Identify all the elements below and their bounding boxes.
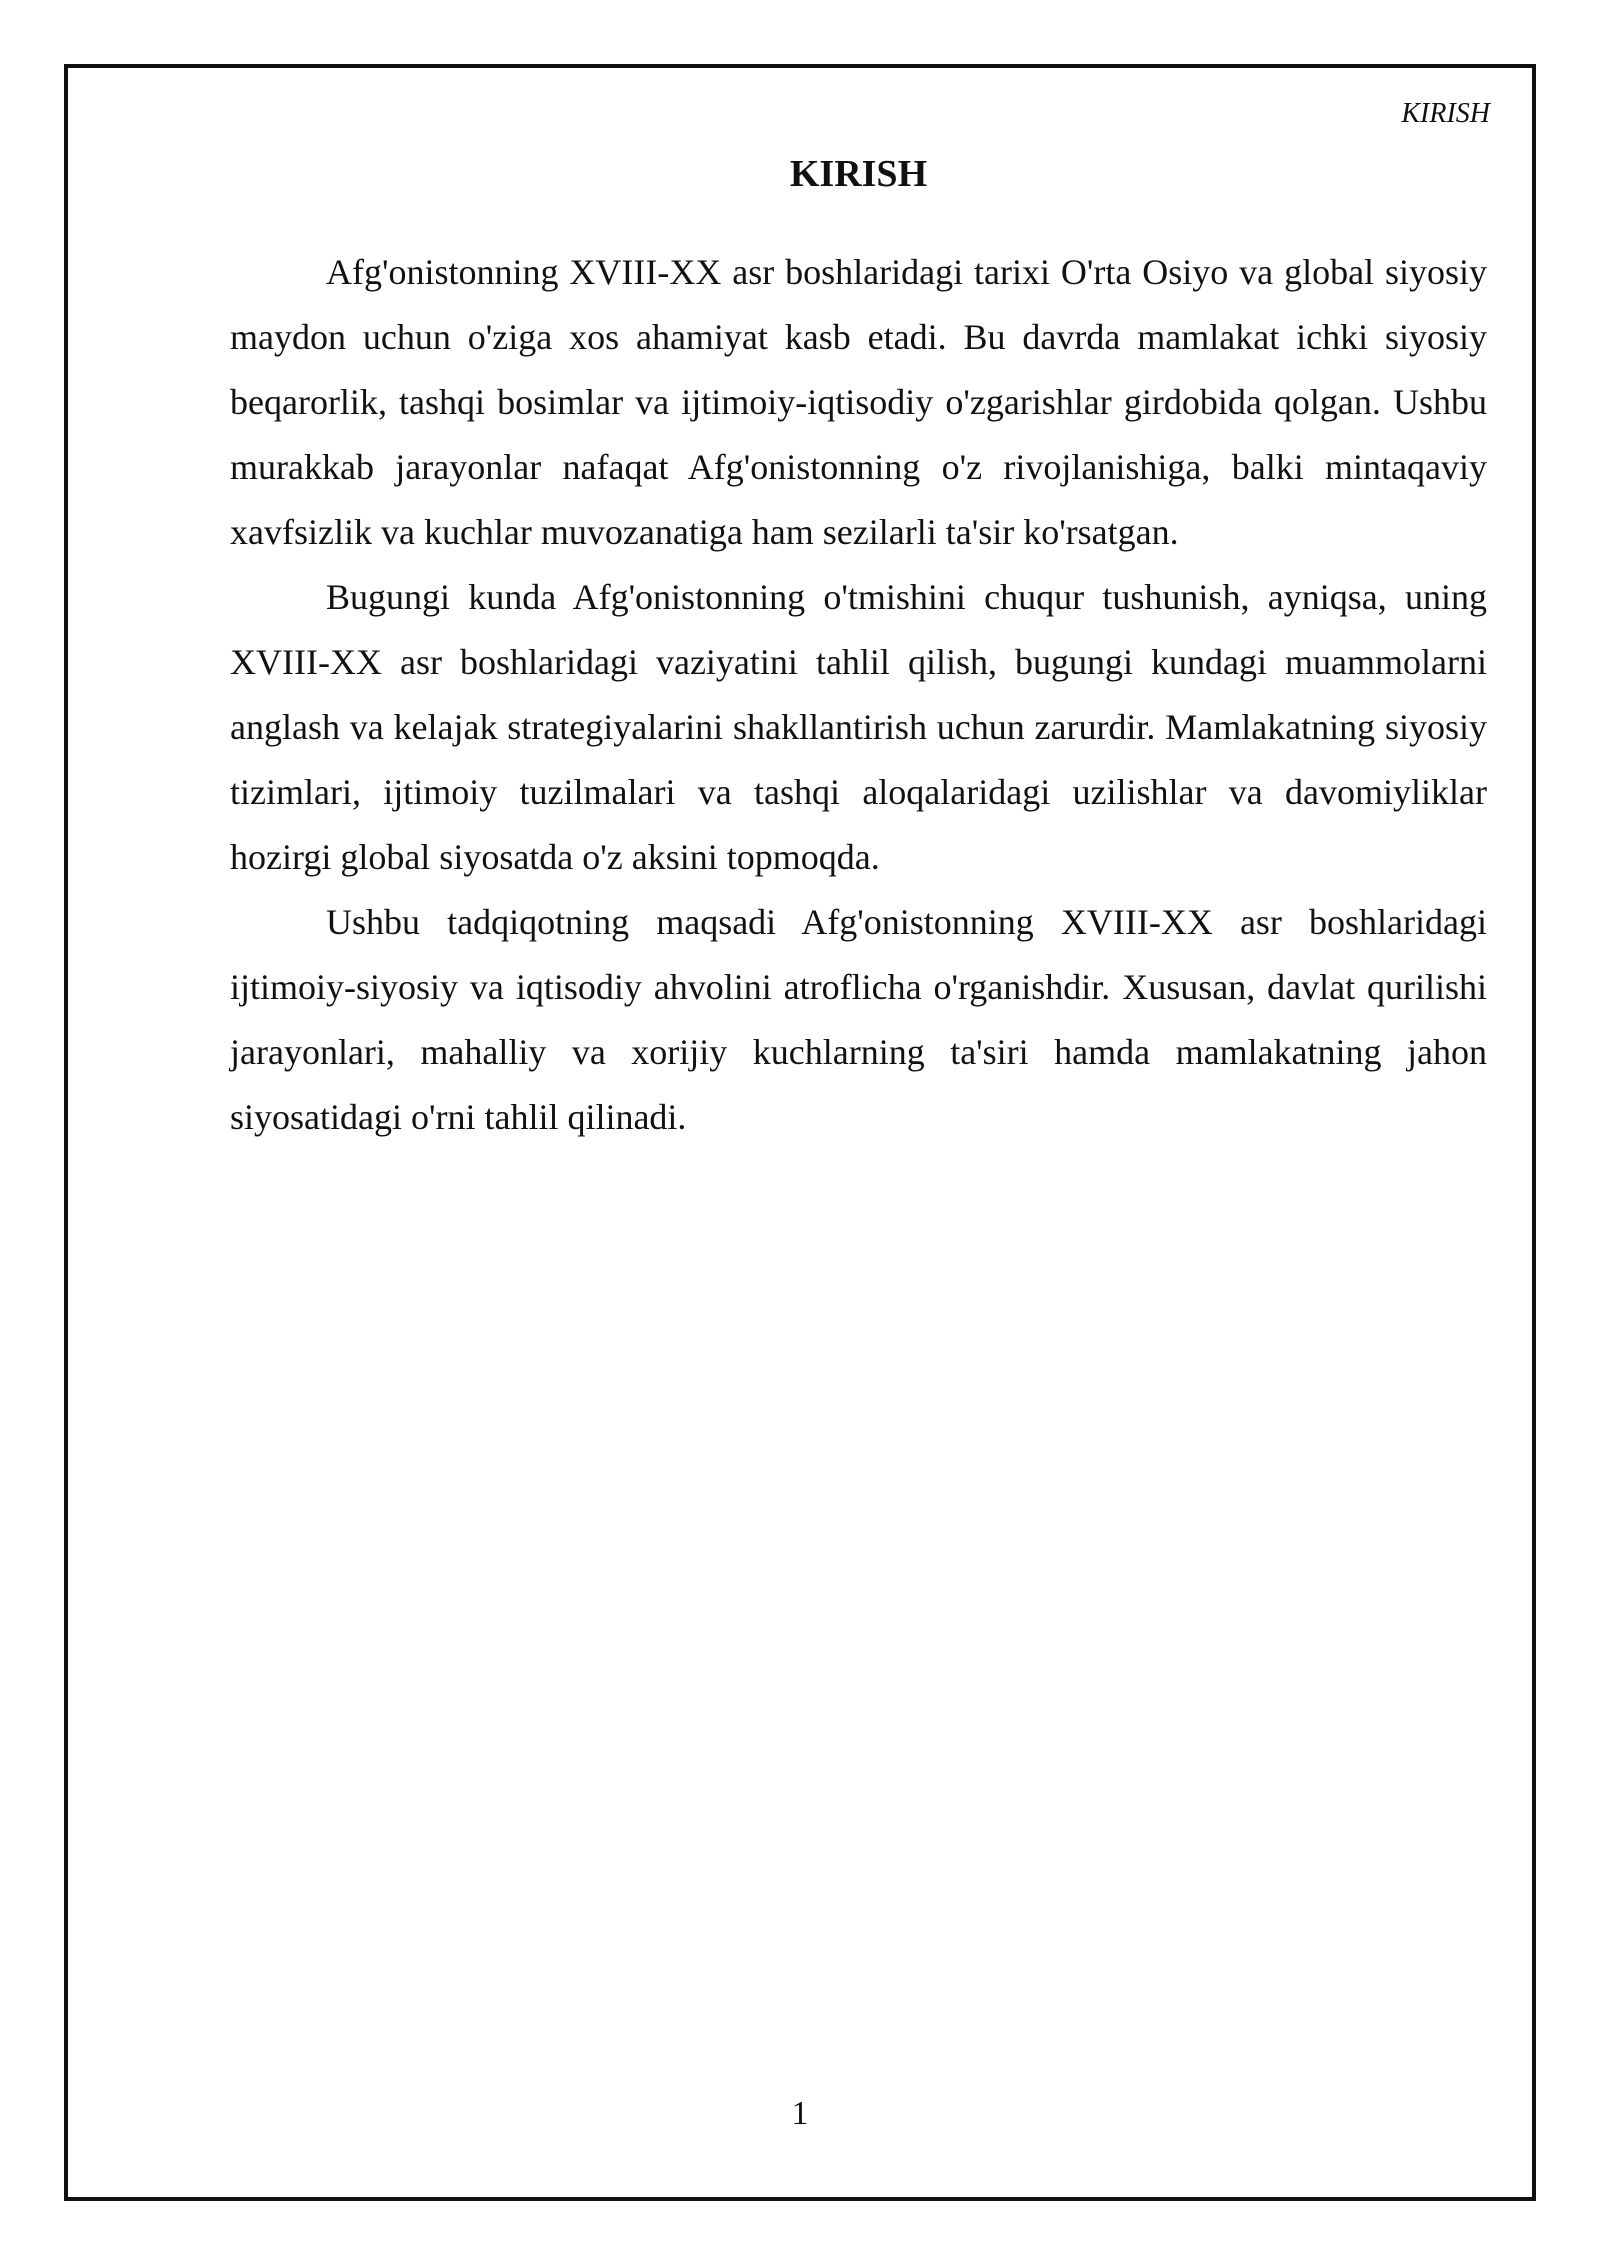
paragraph-1: Afg'onistonning XVIII-XX asr boshlaridagi tarixi O'rta Osiyo va global siyosiy maydon uchun o'ziga xos ahamiyat kasb etadi. Bu davrda mamlakat ichki siyosiy beqarorlik, tashqi bosimlar va ijtimoiy-iqtisodiy o'zgarishlar girdobida qolgan. Ushbu murakkab jarayonlar nafaqat Afg'onistonning o'z rivojlanishiga, balki mintaqaviy xavfsizlik va kuchlar muvozanatiga ham sezilarli ta'sir ko'rsatgan. [230, 252, 1487, 552]
running-header: KIRISH [1401, 98, 1490, 129]
page-title: KIRISH [789, 153, 928, 195]
paragraph-2: Bugungi kunda Afg'onistonning o'tmishini chuqur tushunish, ayniqsa, uning XVIII-XX asr boshlaridagi vaziyatini tahlil qilish, bugungi kundagi muammolarni anglash va kelajak strategiyalarini shakllantirish uchun zarurdir. Mamlakatning siyosiy tizimlari, ijtimoiy tuzilmalari va tashqi aloqalaridagi uzilishlar va davomiyliklar hozirgi global siyosatda o'z aksini topmoqda. [230, 577, 1487, 877]
paragraph-3: Ushbu tadqiqotning maqsadi Afg'onistonning XVIII-XX asr boshlaridagi ijtimoiy-siyosiy va iqtisodiy ahvolini atroflicha o'rganishdir. Xususan, davlat qurilishi jarayonlari, mahalliy va xorijiy kuchlarning ta'siri hamda mamlakatning jahon siyosatidagi o'rni tahlil qilinadi. [230, 902, 1487, 1137]
body-text [230, 240, 1487, 1150]
page-number: 1 [791, 2095, 809, 2132]
